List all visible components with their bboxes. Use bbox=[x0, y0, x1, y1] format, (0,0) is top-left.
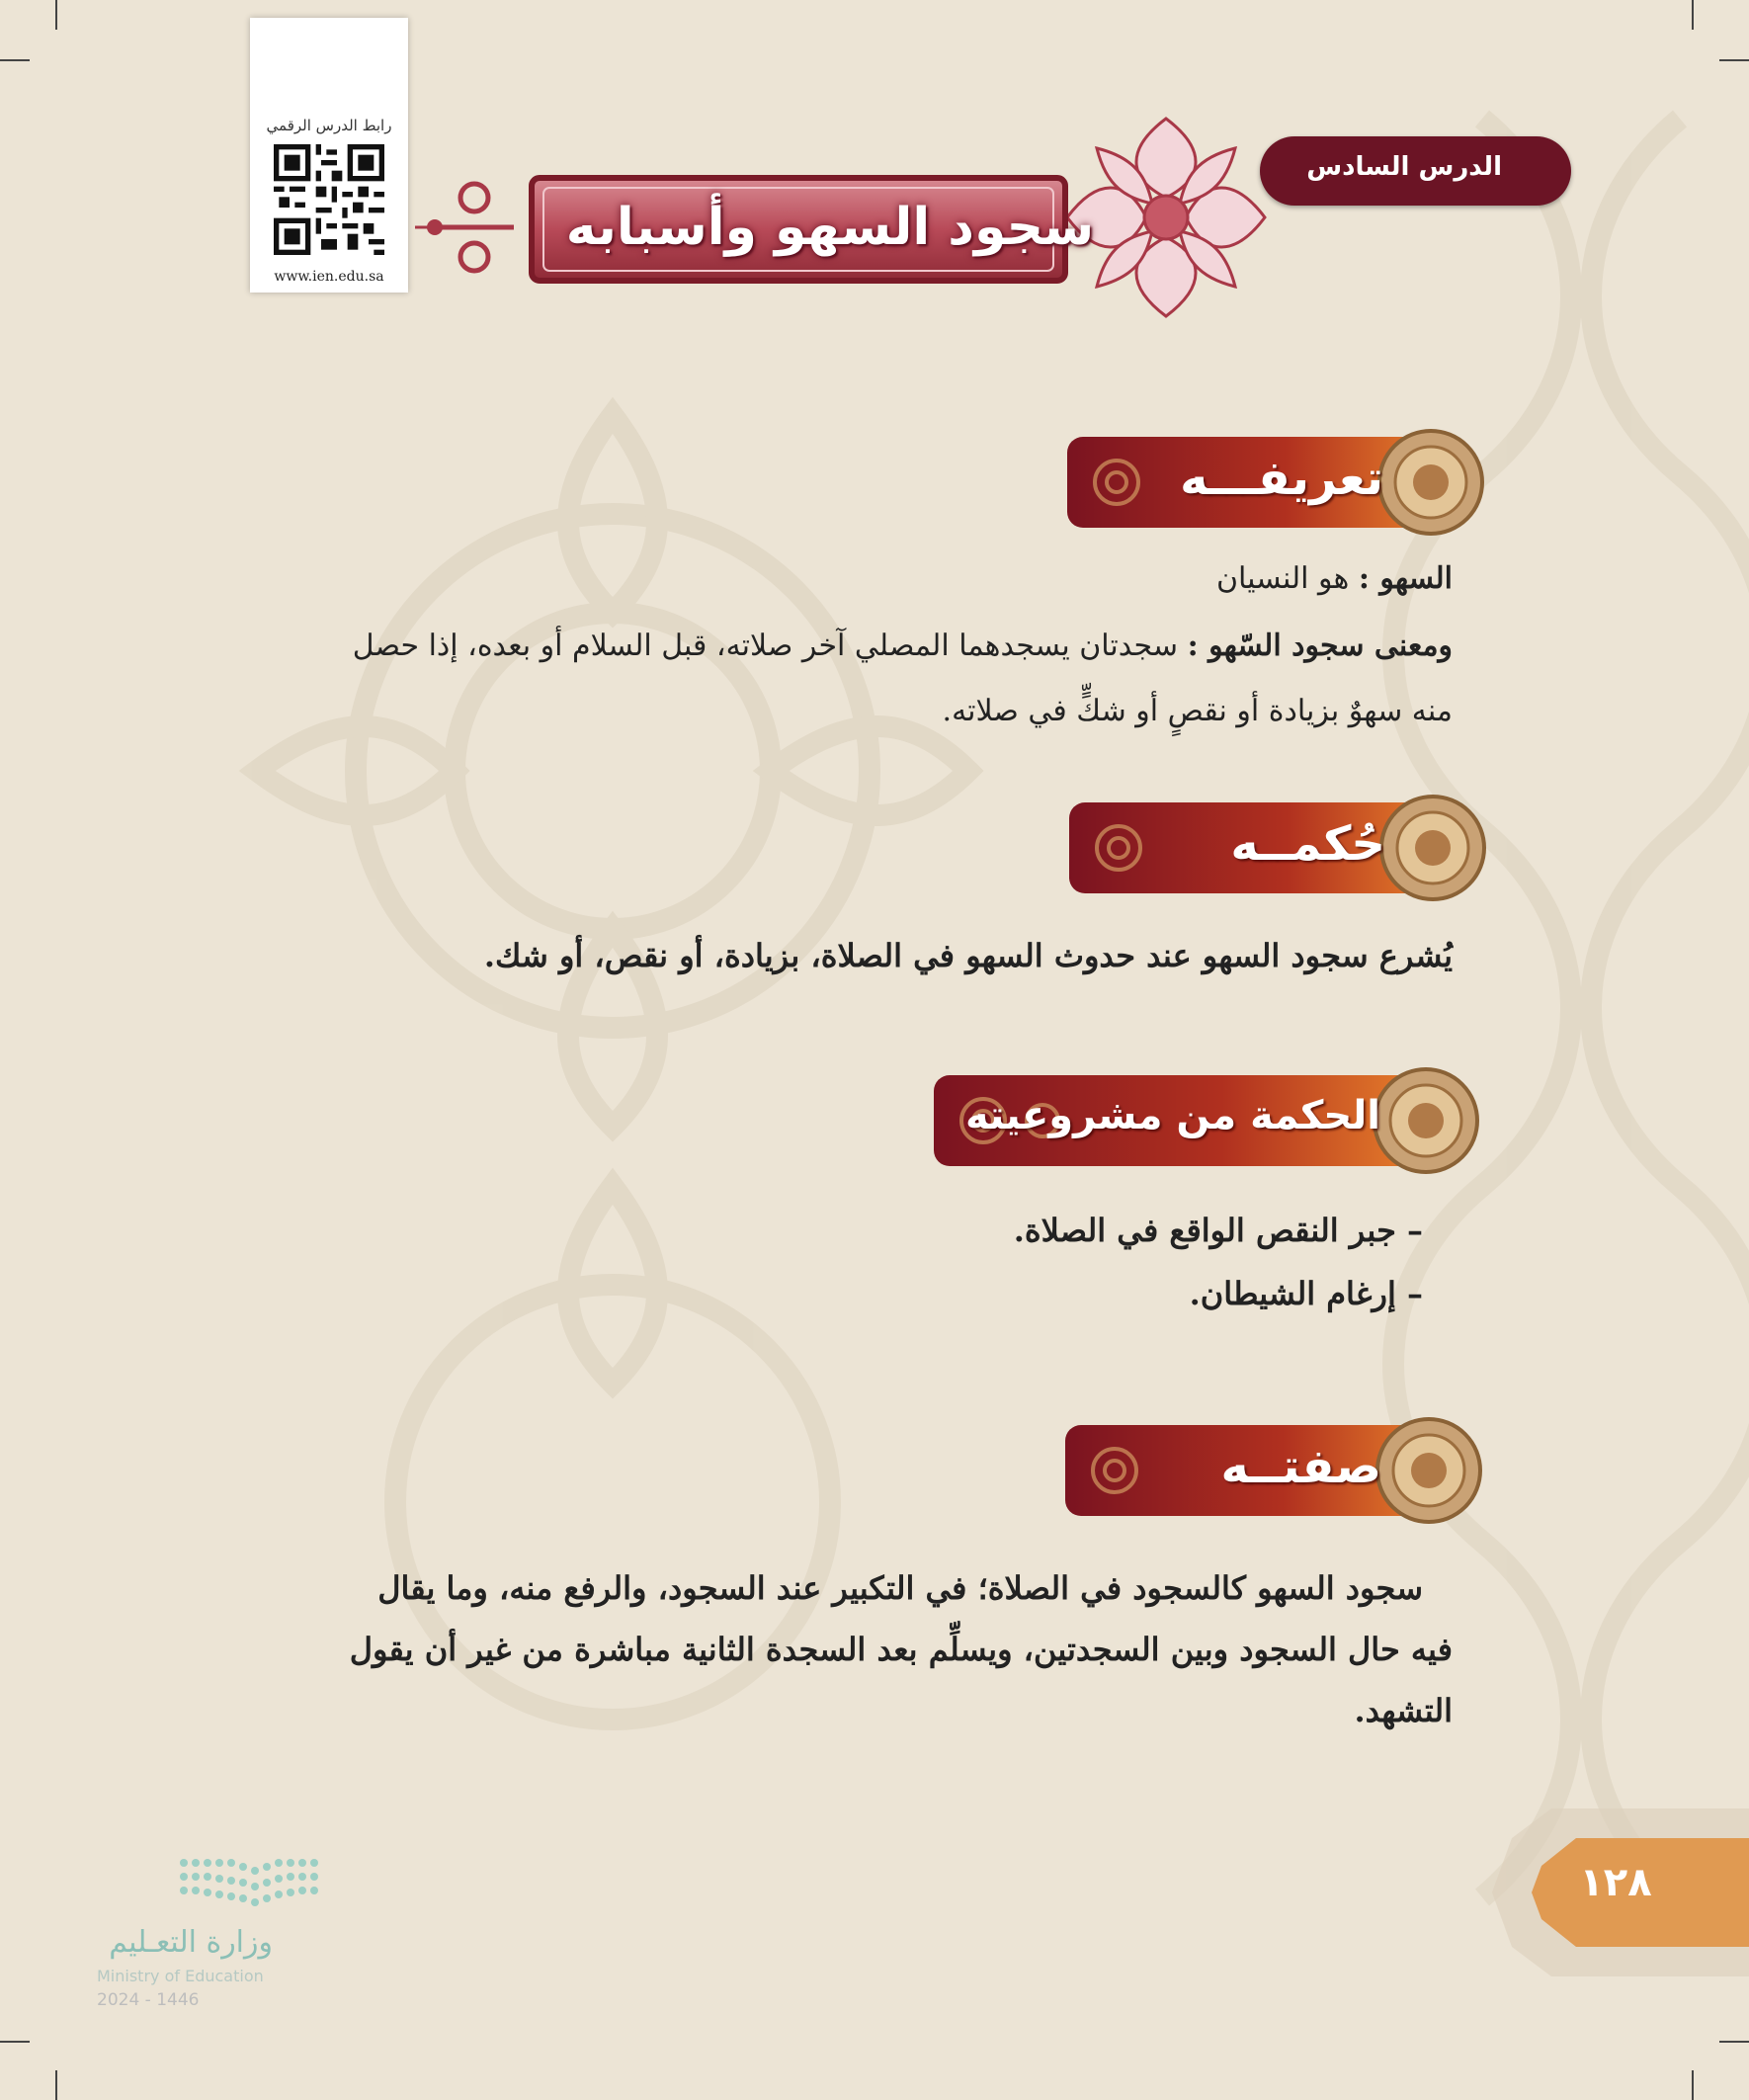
description-line-3: التشهد. bbox=[1354, 1692, 1453, 1729]
section-title-ruling: حُكمــه bbox=[1230, 816, 1385, 872]
ministry-name-arabic: وزارة التعـليم bbox=[109, 1925, 273, 1960]
wisdom-item-1: – جبر النقص الواقع في الصلاة. bbox=[1013, 1212, 1423, 1249]
qr-url[interactable]: www.ien.edu.sa bbox=[274, 269, 384, 285]
definition-line-2 bbox=[353, 629, 1453, 663]
rosette-icon bbox=[1379, 431, 1482, 534]
section-header-wisdom bbox=[934, 1061, 1497, 1180]
rosette-icon bbox=[1377, 1419, 1480, 1522]
definition-line-1 bbox=[1216, 561, 1453, 596]
rosette-icon bbox=[1381, 797, 1484, 899]
section-title-description: صفتــه bbox=[1220, 1439, 1381, 1494]
qr-code-icon[interactable] bbox=[274, 144, 384, 255]
page-number: ١٢٨ bbox=[1579, 1860, 1652, 1905]
section-header-ruling bbox=[1069, 789, 1504, 907]
description-line-2: فيه حال السجود وبين السجدتين، ويسلِّم بعد السجدة الثانية مباشرة من غير أن يقول bbox=[349, 1631, 1453, 1668]
qr-card[interactable] bbox=[250, 18, 408, 293]
section-header-definition bbox=[1067, 423, 1502, 542]
def-sujud-sahw: سجدتان يسجدهما المصلي آخر صلاته، قبل السلام أو بعده، إذا حصل bbox=[352, 629, 1188, 663]
definition-line-3: منه سهوٌ بزيادة أو نقصٍ أو شكٍّ في صلاته. bbox=[942, 694, 1453, 728]
section-title-wisdom: الحكمة من مشروعيته bbox=[965, 1093, 1380, 1138]
ministry-name-english: Ministry of Education bbox=[97, 1967, 264, 1985]
section-header-description bbox=[1065, 1411, 1500, 1530]
qr-label: رابط الدرس الرقمي bbox=[266, 117, 392, 134]
term-sahw: السهو : bbox=[1358, 561, 1453, 596]
def-sahw: هو النسيان bbox=[1216, 561, 1359, 596]
section-title-definition: تعريفـــه bbox=[1180, 451, 1383, 506]
description-line-1: سجود السهو كالسجود في الصلاة؛ في التكبير عند السجود، والرفع منه، وما يقال bbox=[377, 1569, 1423, 1607]
rosette-icon bbox=[1374, 1069, 1477, 1172]
wisdom-item-2: – إرغام الشيطان. bbox=[1189, 1275, 1423, 1312]
edition-year: 2024 - 1446 bbox=[97, 1990, 200, 2010]
ruling-text: يُشرع سجود السهو عند حدوث السهو في الصلاة، بزيادة، أو نقص، أو شك. bbox=[483, 937, 1453, 974]
lesson-number-label: الدرس السادس bbox=[1306, 152, 1502, 182]
term-sujud-sahw: ومعنى سجود السّهو : bbox=[1187, 629, 1453, 663]
lesson-title: سجود السهو وأسبابه bbox=[565, 198, 1095, 257]
